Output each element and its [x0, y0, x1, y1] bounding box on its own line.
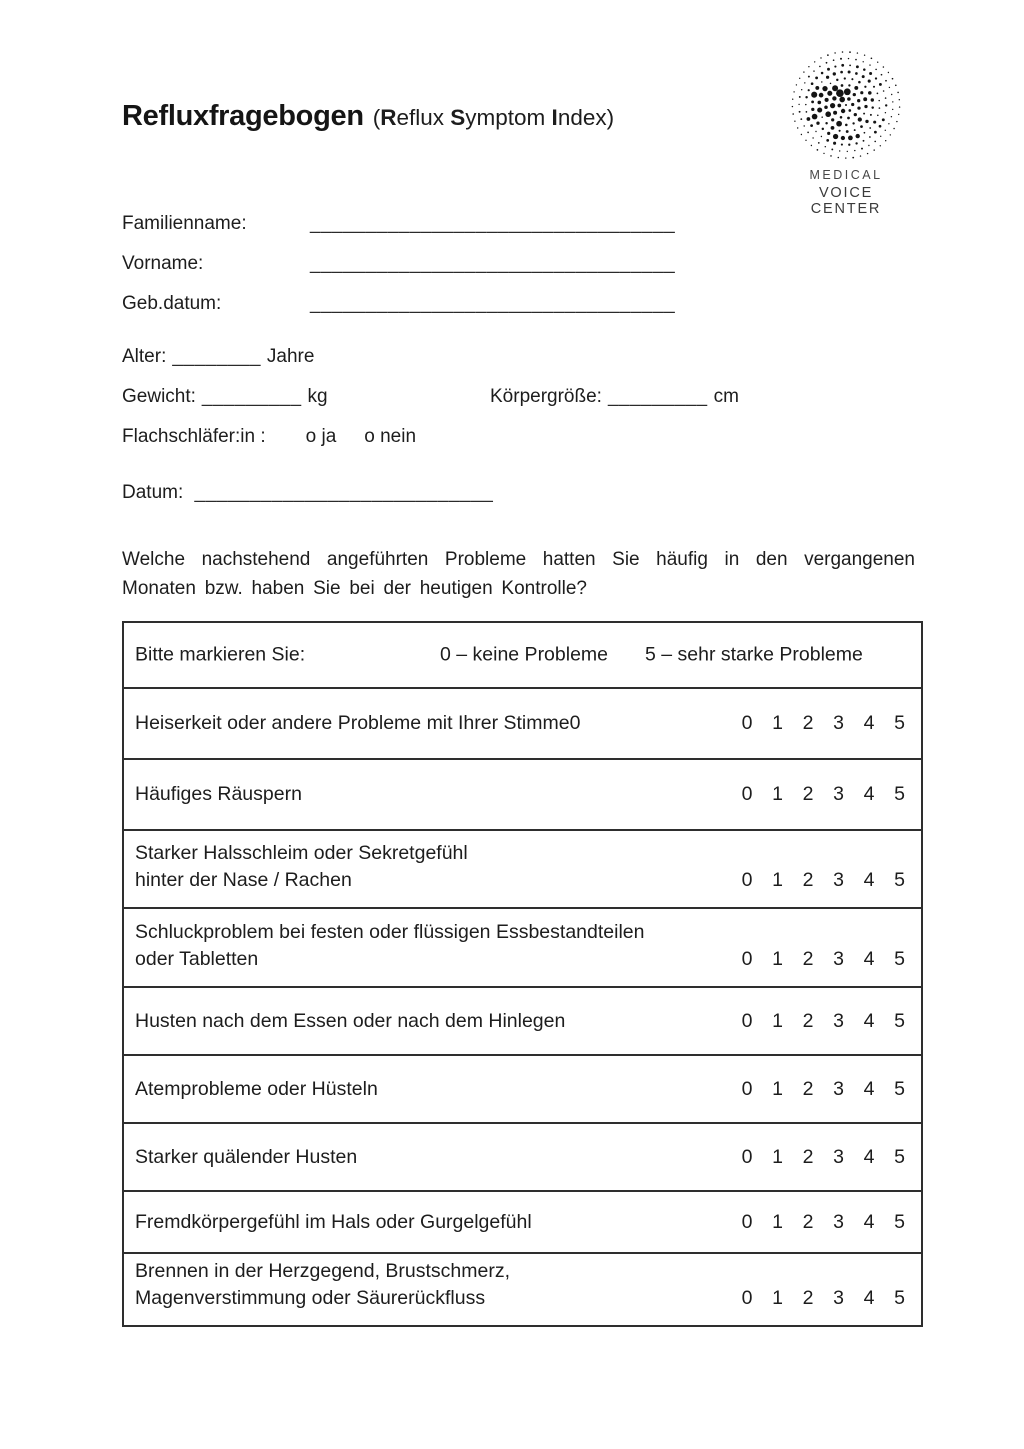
rating-option-2[interactable]: 2 [802, 712, 814, 734]
rating-option-0[interactable]: 0 [741, 1145, 753, 1168]
rating-option-5[interactable]: 5 [894, 1210, 905, 1233]
gebdatum-row [122, 284, 675, 324]
title-main: Refluxfragebogen [122, 100, 364, 132]
symptom-row [124, 829, 921, 907]
gewicht-field[interactable]: _________ [201, 386, 302, 407]
rating-option-4[interactable]: 4 [863, 783, 875, 805]
rating-option-1[interactable]: 1 [772, 1077, 783, 1100]
symptom-label: Starker quälender Husten [135, 1145, 358, 1168]
rating-option-3[interactable]: 3 [833, 783, 844, 805]
koerpergroesse-field[interactable]: _________ [607, 386, 708, 407]
flachschlaefer-label: Flachschläfer:in : [122, 426, 266, 447]
rating-scale [742, 1209, 906, 1236]
flachschlaefer-option-nein[interactable]: o nein [364, 426, 417, 447]
logo-text-voice-center: VOICE CENTER [810, 185, 882, 217]
alter-field[interactable]: ________ [172, 346, 261, 367]
rating-scale [742, 1285, 906, 1312]
halftone-sphere-icon [786, 48, 906, 166]
rating-option-0[interactable]: 0 [741, 1210, 753, 1233]
rating-option-3[interactable]: 3 [833, 1287, 844, 1309]
symptom-row [124, 1122, 921, 1190]
rating-option-1[interactable]: 1 [772, 712, 783, 734]
gewicht-row [122, 377, 902, 417]
datum-label: Datum: [122, 482, 184, 503]
rating-option-2[interactable]: 2 [802, 783, 814, 805]
rating-option-0[interactable]: 0 [741, 712, 753, 734]
header-scale-max: 5 – sehr starke Probleme [645, 643, 863, 666]
rating-option-2[interactable]: 2 [802, 948, 814, 970]
rating-option-5[interactable]: 5 [894, 1009, 905, 1032]
rating-option-4[interactable]: 4 [863, 1210, 875, 1233]
rating-option-5[interactable]: 5 [894, 948, 905, 970]
rating-option-0[interactable]: 0 [741, 948, 753, 970]
rating-option-3[interactable]: 3 [833, 712, 844, 734]
rating-option-0[interactable]: 0 [741, 869, 753, 891]
symptom-label: Häufiges Räuspern [135, 783, 302, 805]
rating-scale [742, 1008, 906, 1035]
rating-option-4[interactable]: 4 [863, 948, 875, 970]
rating-option-2[interactable]: 2 [802, 1145, 814, 1168]
koerpergroesse-group [490, 377, 739, 417]
datum-row [122, 482, 493, 504]
rating-option-5[interactable]: 5 [894, 1145, 905, 1168]
alter-unit: Jahre [266, 346, 315, 367]
medical-voice-center-logo [781, 48, 911, 217]
datum-field[interactable]: ___________________________ [194, 482, 494, 503]
vorname-field[interactable]: _________________________________ [310, 253, 676, 274]
rating-option-3[interactable]: 3 [833, 948, 844, 970]
rating-option-3[interactable]: 3 [833, 1145, 844, 1168]
symptom-label: Husten nach dem Essen oder nach dem Hinlegen [135, 1009, 566, 1032]
symptom-row [124, 907, 921, 986]
rating-option-5[interactable]: 5 [894, 869, 905, 891]
rating-option-4[interactable]: 4 [863, 869, 875, 891]
rating-option-4[interactable]: 4 [863, 712, 875, 734]
rating-option-0[interactable]: 0 [741, 1009, 753, 1032]
rating-option-2[interactable]: 2 [802, 1077, 814, 1100]
gebdatum-field[interactable]: _________________________________ [310, 293, 676, 314]
rating-option-0[interactable]: 0 [741, 1287, 753, 1309]
symptom-row [124, 1252, 921, 1325]
rating-option-1[interactable]: 1 [772, 1009, 783, 1032]
rating-option-3[interactable]: 3 [833, 1009, 844, 1032]
rating-option-4[interactable]: 4 [863, 1009, 875, 1032]
rating-scale [742, 710, 906, 737]
vorname-row [122, 244, 675, 284]
alter-row [122, 337, 902, 377]
header-instruction: Bitte markieren Sie: [135, 643, 306, 666]
koerpergroesse-label: Körpergröße: [490, 386, 602, 407]
rating-option-4[interactable]: 4 [863, 1145, 875, 1168]
symptom-label: Starker Halsschleim oder Sekretgefühl hinter der Nase / Rachen [135, 842, 468, 891]
rating-scale [742, 867, 906, 894]
rating-option-1[interactable]: 1 [772, 1210, 783, 1233]
flachschlaefer-row [122, 417, 902, 457]
familienname-row [122, 204, 675, 244]
rating-option-1[interactable]: 1 [772, 783, 783, 805]
symptom-row [124, 687, 921, 758]
logo-text-medical: MEDICAL [809, 168, 883, 182]
familienname-field[interactable]: _________________________________ [310, 213, 676, 234]
rating-option-5[interactable]: 5 [894, 1287, 905, 1309]
alter-label: Alter: [122, 346, 167, 367]
symptom-row [124, 986, 921, 1054]
rating-option-0[interactable]: 0 [741, 783, 753, 805]
intro-question: Welche nachstehend angeführten Probleme hatten Sie häufig in den vergangenen Monaten bzw. haben Sie bei der heutigen Kontrolle? [122, 549, 915, 599]
rating-option-2[interactable]: 2 [802, 1210, 814, 1233]
symptom-label: Heiserkeit oder andere Probleme mit Ihrer Stimme0 [135, 712, 581, 734]
symptom-label: Schluckproblem bei festen oder flüssigen Essbestandteilen oder Tabletten [135, 921, 645, 970]
page-title [122, 100, 614, 133]
rating-option-1[interactable]: 1 [772, 869, 783, 891]
koerpergroesse-unit: cm [713, 386, 739, 407]
rating-option-3[interactable]: 3 [833, 1210, 844, 1233]
rating-option-2[interactable]: 2 [802, 1287, 814, 1309]
symptom-label: Fremdkörpergefühl im Hals oder Gurgelgefühl [135, 1210, 532, 1233]
vorname-label: Vorname: [122, 253, 204, 274]
rating-option-3[interactable]: 3 [833, 1077, 844, 1100]
symptom-label: Atemprobleme oder Hüsteln [135, 1077, 378, 1100]
rating-option-4[interactable]: 4 [863, 1077, 875, 1100]
rating-option-5[interactable]: 5 [894, 712, 905, 734]
patient-name-fields [122, 204, 675, 324]
symptom-label: Brennen in der Herzgegend, Brustschmerz, Magenverstimmung oder Säurerückfluss [135, 1260, 511, 1309]
rating-option-5[interactable]: 5 [894, 1077, 905, 1100]
title-subtitle: (Reflux Symptom Index) [372, 105, 615, 130]
rating-option-1[interactable]: 1 [772, 1145, 783, 1168]
gewicht-unit: kg [307, 386, 328, 407]
rating-option-2[interactable]: 2 [802, 1009, 814, 1032]
header-scale-min: 0 – keine Probleme [440, 643, 609, 666]
rating-option-2[interactable]: 2 [802, 869, 814, 891]
gebdatum-label: Geb.datum: [122, 293, 222, 314]
symptom-table [122, 621, 923, 1327]
rating-scale [742, 946, 906, 973]
rating-option-4[interactable]: 4 [863, 1287, 875, 1309]
rating-option-5[interactable]: 5 [894, 783, 905, 805]
symptom-row [124, 758, 921, 829]
rating-option-1[interactable]: 1 [772, 1287, 783, 1309]
rating-option-0[interactable]: 0 [741, 1077, 753, 1100]
rating-option-3[interactable]: 3 [833, 869, 844, 891]
table-header-row [124, 623, 921, 687]
symptom-row [124, 1190, 921, 1252]
flachschlaefer-option-ja[interactable]: o ja [305, 426, 337, 447]
patient-stats [122, 337, 902, 457]
rating-scale [742, 781, 906, 808]
symptom-row [124, 1054, 921, 1122]
gewicht-label: Gewicht: [122, 386, 196, 407]
familienname-label: Familienname: [122, 213, 247, 234]
rating-scale [742, 1144, 906, 1171]
rating-scale [742, 1076, 906, 1103]
rating-option-1[interactable]: 1 [772, 948, 783, 970]
